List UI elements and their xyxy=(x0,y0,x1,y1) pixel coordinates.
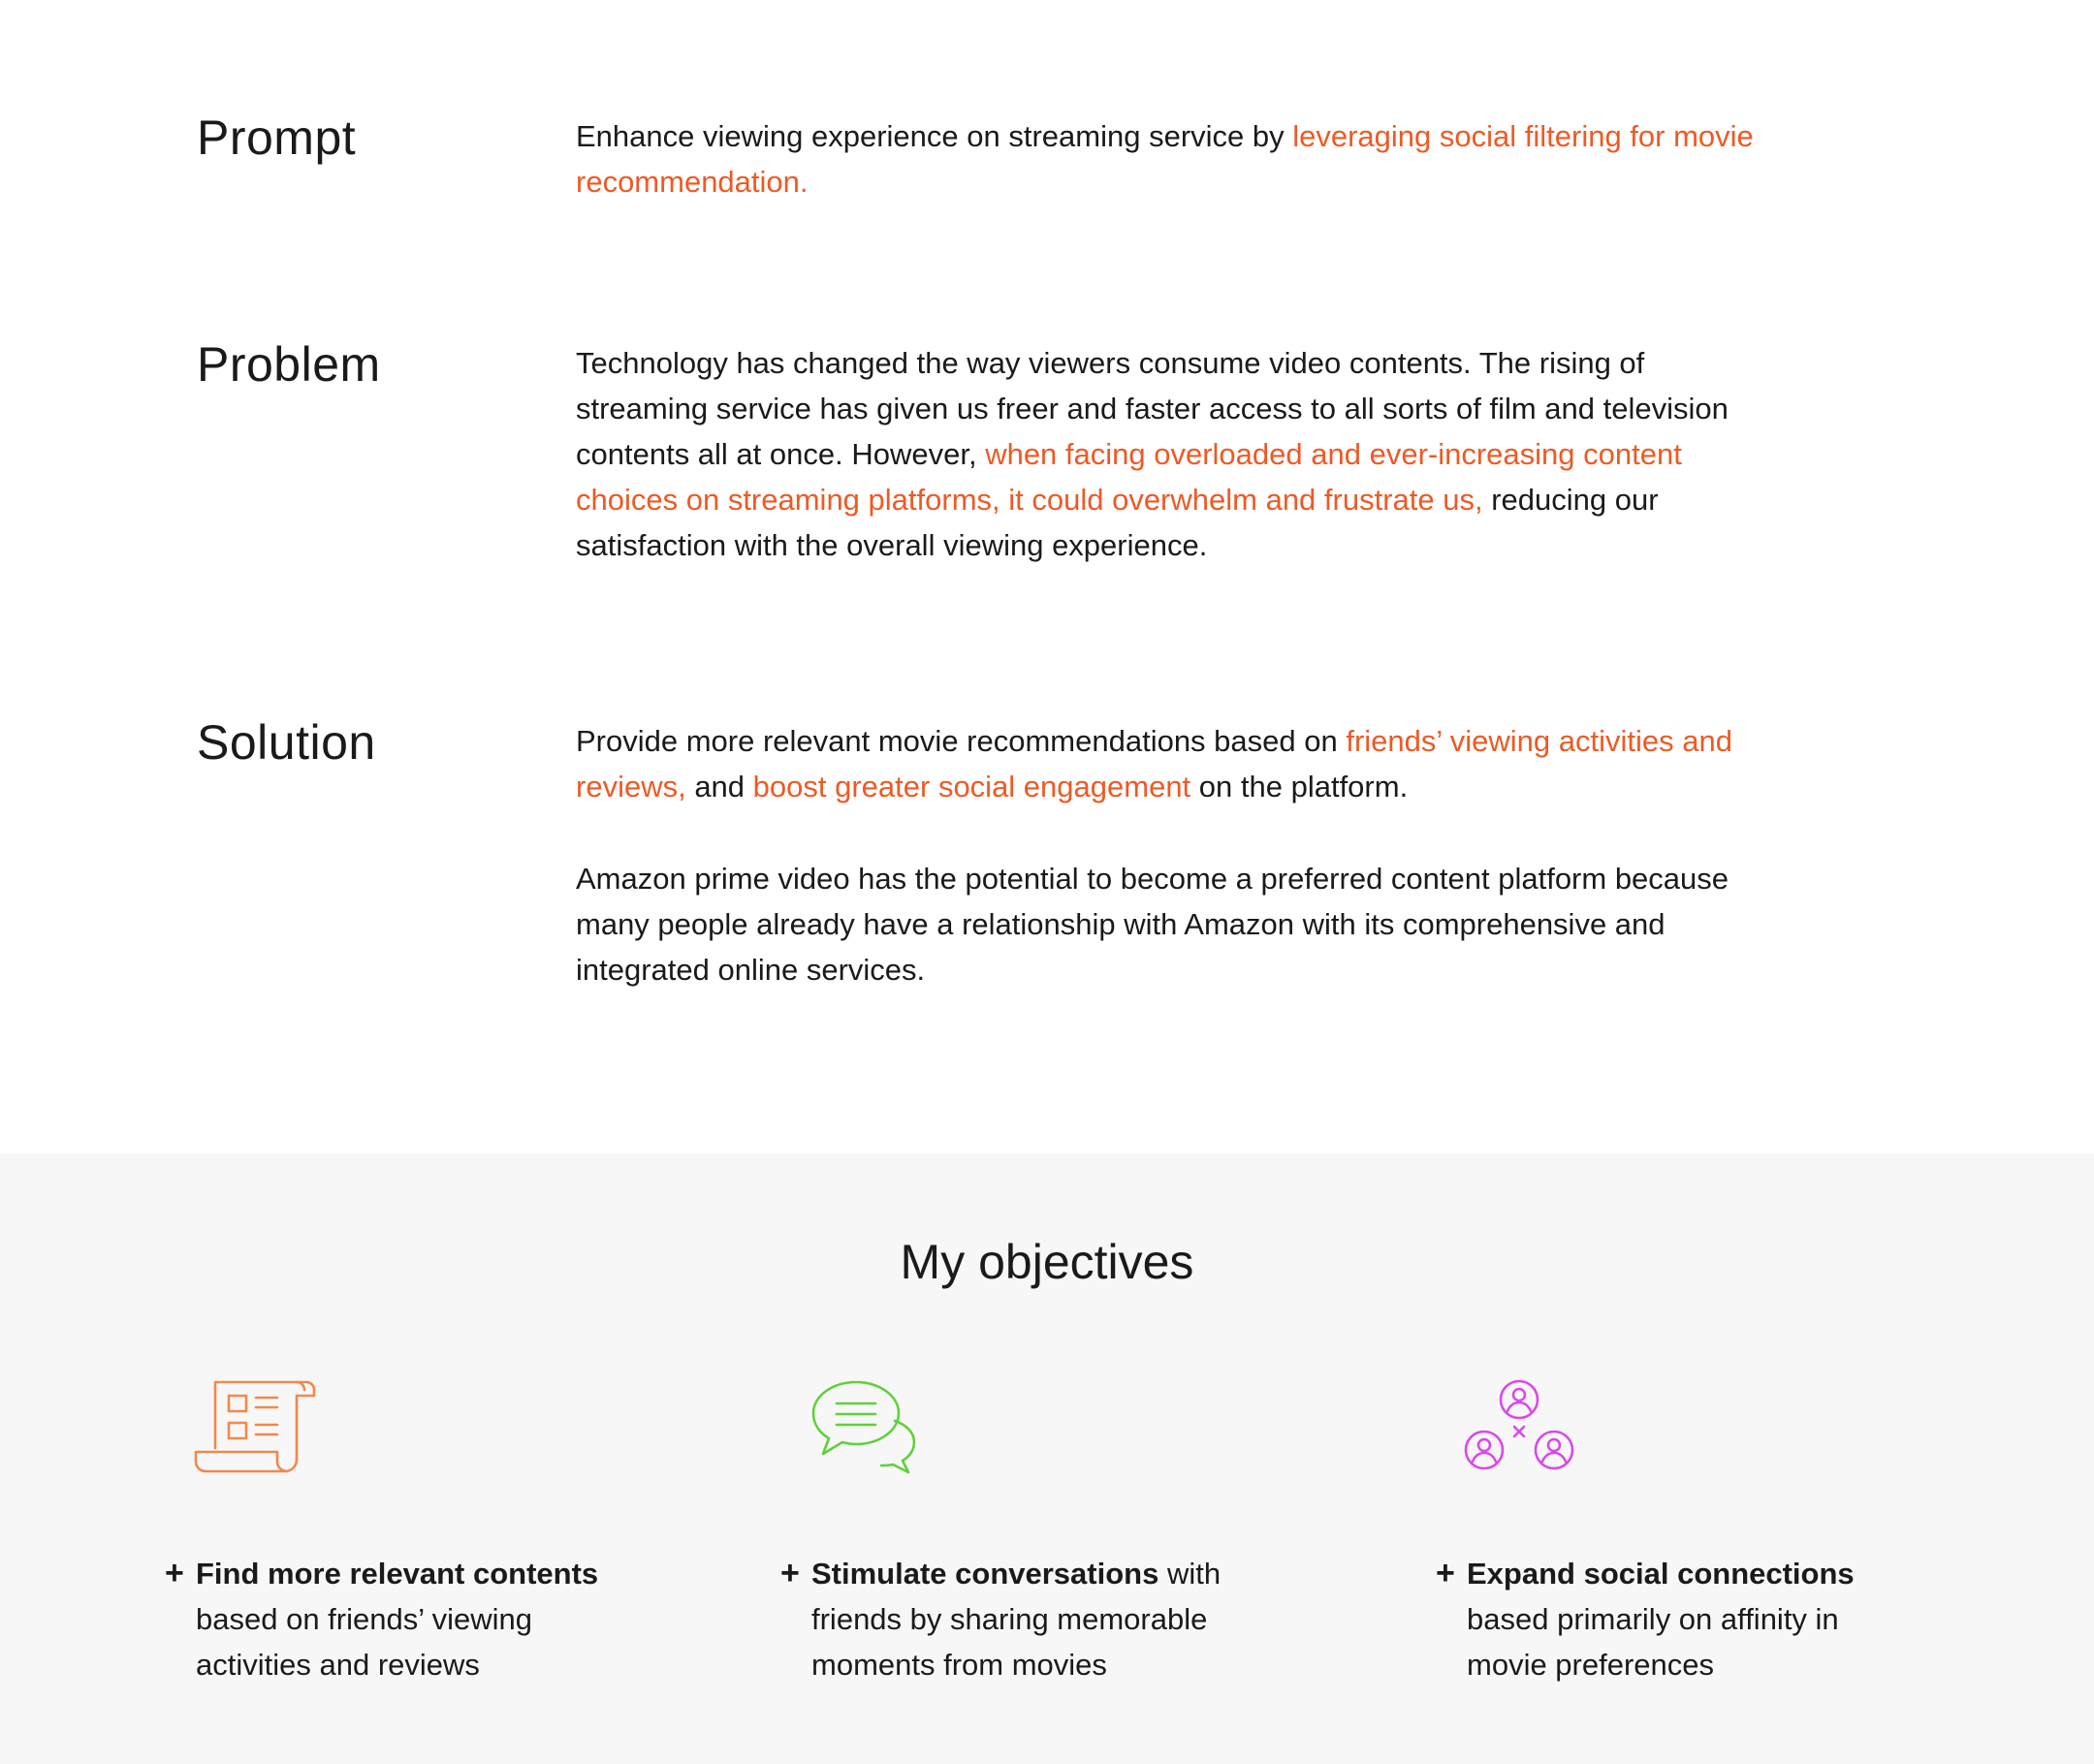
plus-icon: + xyxy=(780,1555,800,1591)
problem-body xyxy=(576,340,1768,568)
objective-item xyxy=(1436,1378,1940,1688)
social-connections-icon xyxy=(1463,1378,1599,1491)
solution-paragraph xyxy=(576,718,1768,809)
objective-bold: Stimulate conversations xyxy=(811,1557,1159,1591)
prompt-heading: Prompt xyxy=(197,110,357,165)
highlighted-text: friends’ viewing activities and reviews, xyxy=(576,724,1732,803)
chat-bubbles-icon xyxy=(809,1378,945,1491)
objective-line: based primarily on affinity in xyxy=(1467,1602,1839,1636)
body-text: reducing our satisfaction with the overall viewing experience. xyxy=(576,483,1659,562)
objective-line: based on friends’ viewing xyxy=(196,1602,532,1636)
objective-line: friends by sharing memorable moments from movies xyxy=(811,1602,1208,1682)
highlighted-text: boost greater social engagement xyxy=(752,770,1191,803)
objective-bold: Find more relevant contents xyxy=(196,1557,599,1591)
body-text: Amazon prime video has the potential to become a preferred content platform because many people already have a relationship with Amazon with its comprehensive and integrated online services. xyxy=(576,862,1729,987)
body-text: and xyxy=(685,770,753,803)
objective-item xyxy=(165,1378,669,1688)
body-text: on the platform. xyxy=(1190,770,1409,803)
highlighted-text: leveraging social filtering for movie recommendation. xyxy=(576,119,1754,199)
solution-heading: Solution xyxy=(197,715,376,770)
problem-paragraph xyxy=(576,340,1768,568)
body-text: Provide more relevant movie recommendations based on xyxy=(576,724,1347,758)
objective-bold: Expand social connections xyxy=(1467,1557,1855,1591)
body-text: Enhance viewing experience on streaming service by xyxy=(576,119,1293,153)
objectives-title: My objectives xyxy=(900,1235,1194,1289)
highlighted-text: when facing overloaded and ever-increasing content choices on streaming platforms, it could overwhelm and frustrate us, xyxy=(576,437,1682,517)
prompt-paragraph xyxy=(576,113,1768,205)
objective-line: with xyxy=(1158,1557,1222,1591)
objectives-section xyxy=(0,1153,2094,1764)
document-list-icon xyxy=(194,1378,330,1491)
plus-icon: + xyxy=(165,1555,184,1591)
solution-body xyxy=(576,718,1768,992)
solution-paragraph xyxy=(576,856,1768,992)
objective-line: activities and reviews xyxy=(196,1648,480,1682)
problem-heading: Problem xyxy=(197,337,381,392)
objective-item xyxy=(780,1378,1285,1688)
body-text: Technology has changed the way viewers consume video contents. The rising of streaming service has given us freer and faster access to all sorts of film and television contents all at once. However, xyxy=(576,346,1729,471)
objective-line: movie preferences xyxy=(1467,1648,1715,1682)
plus-icon: + xyxy=(1436,1555,1455,1591)
prompt-body xyxy=(576,113,1768,205)
